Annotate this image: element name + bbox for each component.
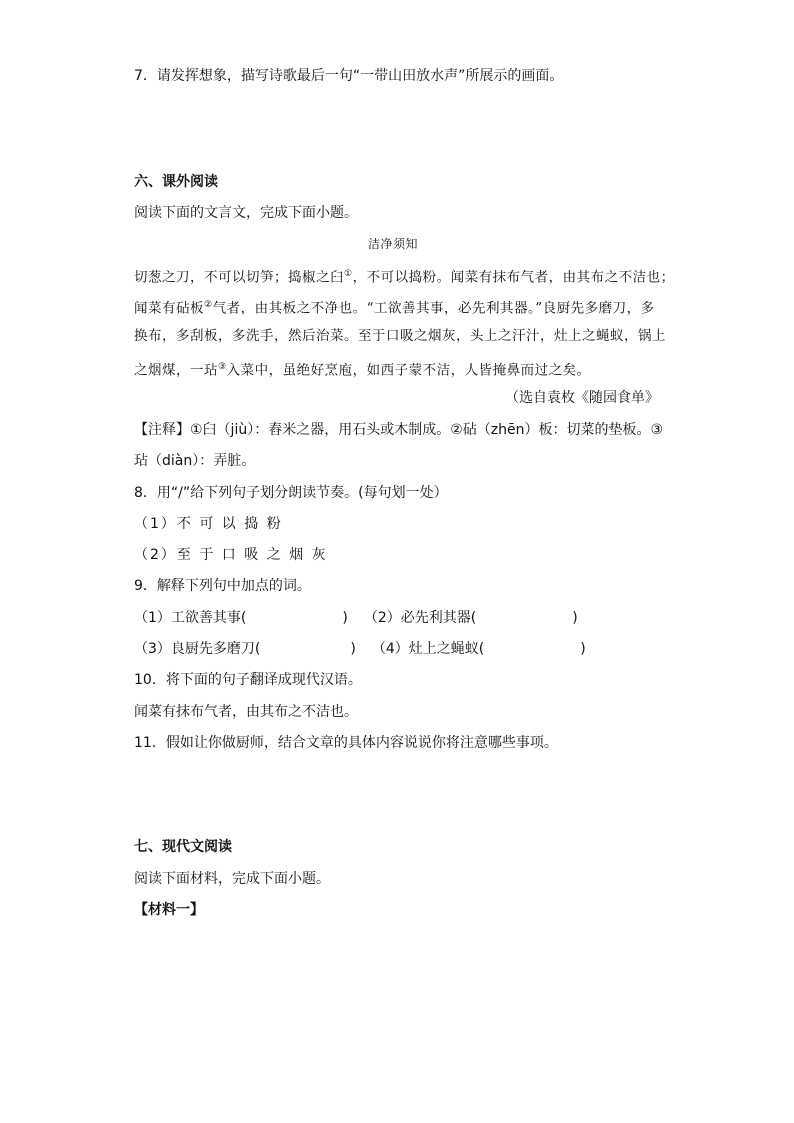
passage-line-2: 闻菜有砧板②气者，由其板之不净也。“工欲善其事，必先利其器。”良厨先多磨刀，多 <box>134 300 655 317</box>
material-1-label: 【材料一】 <box>134 902 204 918</box>
notes-line-1: 【注释】①臼（jiù）：舂米之器，用石头或木制成。②砧（zhēn）板：切菜的垫板。③ <box>134 422 664 438</box>
question-9-item-3: （3）良厨先多磨刀( <box>134 641 261 657</box>
question-8: 8．用“/”给下列句子划分朗读节奏。(每句划一处） <box>134 485 448 501</box>
question-9-item-2: （2）必先利其器( <box>363 610 477 626</box>
question-8-item-2: （2）至 于 口 吸 之 烟 灰 <box>134 547 328 563</box>
passage-line-4: 之烟煤，一玷③入菜中，虽绝好烹庖，如西子蒙不洁，人皆掩鼻而过之矣。 <box>134 362 591 379</box>
section-7-heading: 七、现代文阅读 <box>134 839 232 855</box>
question-7: 7．请发挥想象，描写诗歌最后一句“一带山田放水声”所展示的画面。 <box>134 68 564 84</box>
passage-line-3: 换布，多刮板，多洗手，然后治菜。至于口吸之烟灰，头上之汗汁，灶上之蝇蚁，锅上 <box>134 328 666 344</box>
question-9-row-2: （3）良厨先多磨刀( ) （4）灶上之蝇蚁( ) <box>134 641 586 657</box>
notes-line-2: 玷（diàn）：弄脏。 <box>134 453 256 469</box>
question-10: 10．将下面的句子翻译成现代汉语。 <box>134 672 362 688</box>
section-6-heading: 六、课外阅读 <box>134 174 218 190</box>
question-9-item-4: （4）灶上之蝇蚁( <box>371 641 485 657</box>
section-7-intro: 阅读下面材料，完成下面小题。 <box>134 871 330 887</box>
question-10-sentence: 闻菜有抹布气者，由其布之不洁也。 <box>134 704 358 720</box>
question-9-row-1: （1）工欲善其事( ) （2）必先利其器( ) <box>134 610 578 626</box>
question-11: 11．假如让你做厨师，结合文章的具体内容说说你将注意哪些事项。 <box>134 735 558 751</box>
question-8-item-1: （1）不 可 以 捣 粉 <box>134 516 283 532</box>
section-6-intro: 阅读下面的文言文，完成下面小题。 <box>134 205 358 221</box>
passage-line-1: 切葱之刀，不可以切笋；捣椒之臼①，不可以捣粉。闻菜有抹布气者，由其布之不洁也； <box>134 269 675 286</box>
passage-title: 洁净须知 <box>368 237 419 251</box>
question-9-item-1: （1）工欲善其事( <box>134 610 247 626</box>
question-9: 9．解释下列句中加点的词。 <box>134 578 311 594</box>
passage-source: （选自袁枚《随园食单》 <box>505 390 659 406</box>
